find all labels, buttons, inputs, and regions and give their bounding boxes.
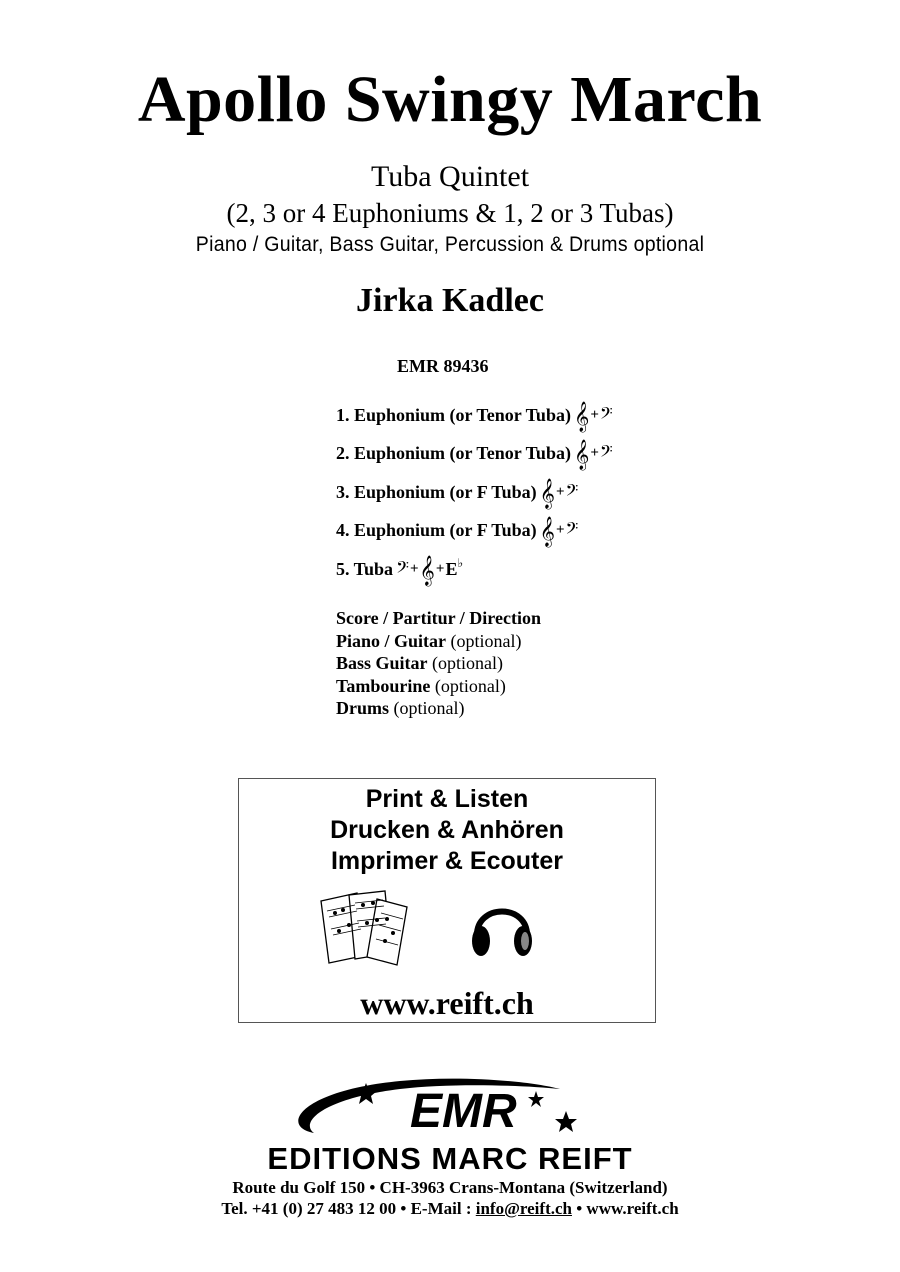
part-label: 3. Euphonium (or F Tuba) (336, 481, 537, 502)
bass-clef-icon: 𝄢 (599, 403, 613, 427)
extra-part-note: (optional) (427, 653, 503, 673)
clef-group (573, 440, 613, 470)
treble-clef-icon: 𝄞 (539, 479, 555, 509)
extra-part-name: Drums (336, 698, 389, 718)
part-label: 2. Euphonium (or Tenor Tuba) (336, 442, 571, 463)
emr-logo (240, 1075, 660, 1141)
page-title: Apollo Swingy March (137, 63, 763, 136)
subtitle: Tuba Quintet (370, 160, 530, 193)
clef-group (573, 402, 613, 432)
extra-part-name: Bass Guitar (336, 653, 428, 673)
extra-part-note: (optional) (430, 676, 506, 696)
part-label: 5. Tuba (336, 558, 394, 579)
extra-part-item (336, 698, 464, 719)
bass-clef-icon: 𝄢 (396, 557, 409, 581)
flat-icon: ♭ (457, 555, 464, 570)
extra-part-item (336, 653, 503, 674)
publisher-contact (0, 1199, 900, 1219)
publisher-name: EDITIONS MARC REIFT (267, 1141, 633, 1176)
extra-part-item (336, 608, 541, 629)
bass-clef-icon: 𝄢 (565, 518, 579, 542)
plus-sign: + (435, 560, 445, 577)
part-item (336, 517, 579, 547)
plus-sign: + (555, 521, 565, 538)
contact-website: • www.reift.ch (571, 1199, 679, 1218)
treble-clef-icon: 𝄞 (419, 556, 435, 586)
plus-sign: + (590, 406, 599, 423)
treble-clef-icon: 𝄞 (573, 402, 590, 432)
part-item (336, 440, 613, 470)
print-and-listen-box (238, 778, 656, 1023)
extra-part-item (336, 631, 522, 652)
treble-clef-icon: 𝄞 (539, 517, 555, 547)
catalog-number: EMR 89436 (397, 356, 489, 376)
part-item (336, 479, 579, 509)
promo-line: Print & Listen (365, 785, 529, 813)
promo-url: www.reift.ch (360, 985, 534, 1021)
plus-sign: + (590, 444, 599, 461)
extra-part-note: (optional) (446, 631, 522, 651)
bass-clef-icon: 𝄢 (565, 480, 579, 504)
part-item (336, 555, 464, 586)
extra-part-name: Piano / Guitar (336, 631, 447, 651)
extra-part-note: (optional) (389, 698, 465, 718)
eb-key-label: E (445, 558, 458, 579)
optional-instruments-line: Piano / Guitar, Bass Guitar, Percussion & Drums optional (195, 233, 705, 256)
headphones-icon (467, 887, 537, 967)
clef-group (539, 517, 579, 547)
extra-part-name: Tambourine (336, 676, 431, 696)
bass-clef-icon: 𝄢 (599, 441, 613, 465)
promo-line: Imprimer & Ecouter (330, 847, 563, 875)
email-link[interactable]: info@reift.ch (475, 1199, 572, 1218)
clef-group (539, 479, 579, 509)
logo-text: EMR (410, 1085, 517, 1138)
publisher-address: Route du Golf 150 • CH-3963 Crans-Montana (Switzerland) (232, 1178, 668, 1197)
part-item (336, 402, 613, 432)
composer-name: Jirka Kadlec (356, 282, 544, 319)
extra-part-name: Score / Partitur / Direction (336, 608, 541, 628)
instrumentation: (2, 3 or 4 Euphoniums & 1, 2 or 3 Tubas) (226, 198, 674, 228)
plus-sign: + (409, 560, 419, 577)
part-label: 4. Euphonium (or F Tuba) (336, 519, 537, 540)
treble-clef-icon: 𝄞 (573, 440, 590, 470)
sheet-music-icon (315, 887, 425, 967)
part-label: 1. Euphonium (or Tenor Tuba) (336, 404, 571, 425)
contact-phone: Tel. +41 (0) 27 483 12 00 • E-Mail : (221, 1199, 476, 1218)
clef-group (396, 555, 464, 586)
extra-part-item (336, 676, 506, 697)
plus-sign: + (555, 483, 565, 500)
promo-line: Drucken & Anhören (330, 816, 564, 844)
